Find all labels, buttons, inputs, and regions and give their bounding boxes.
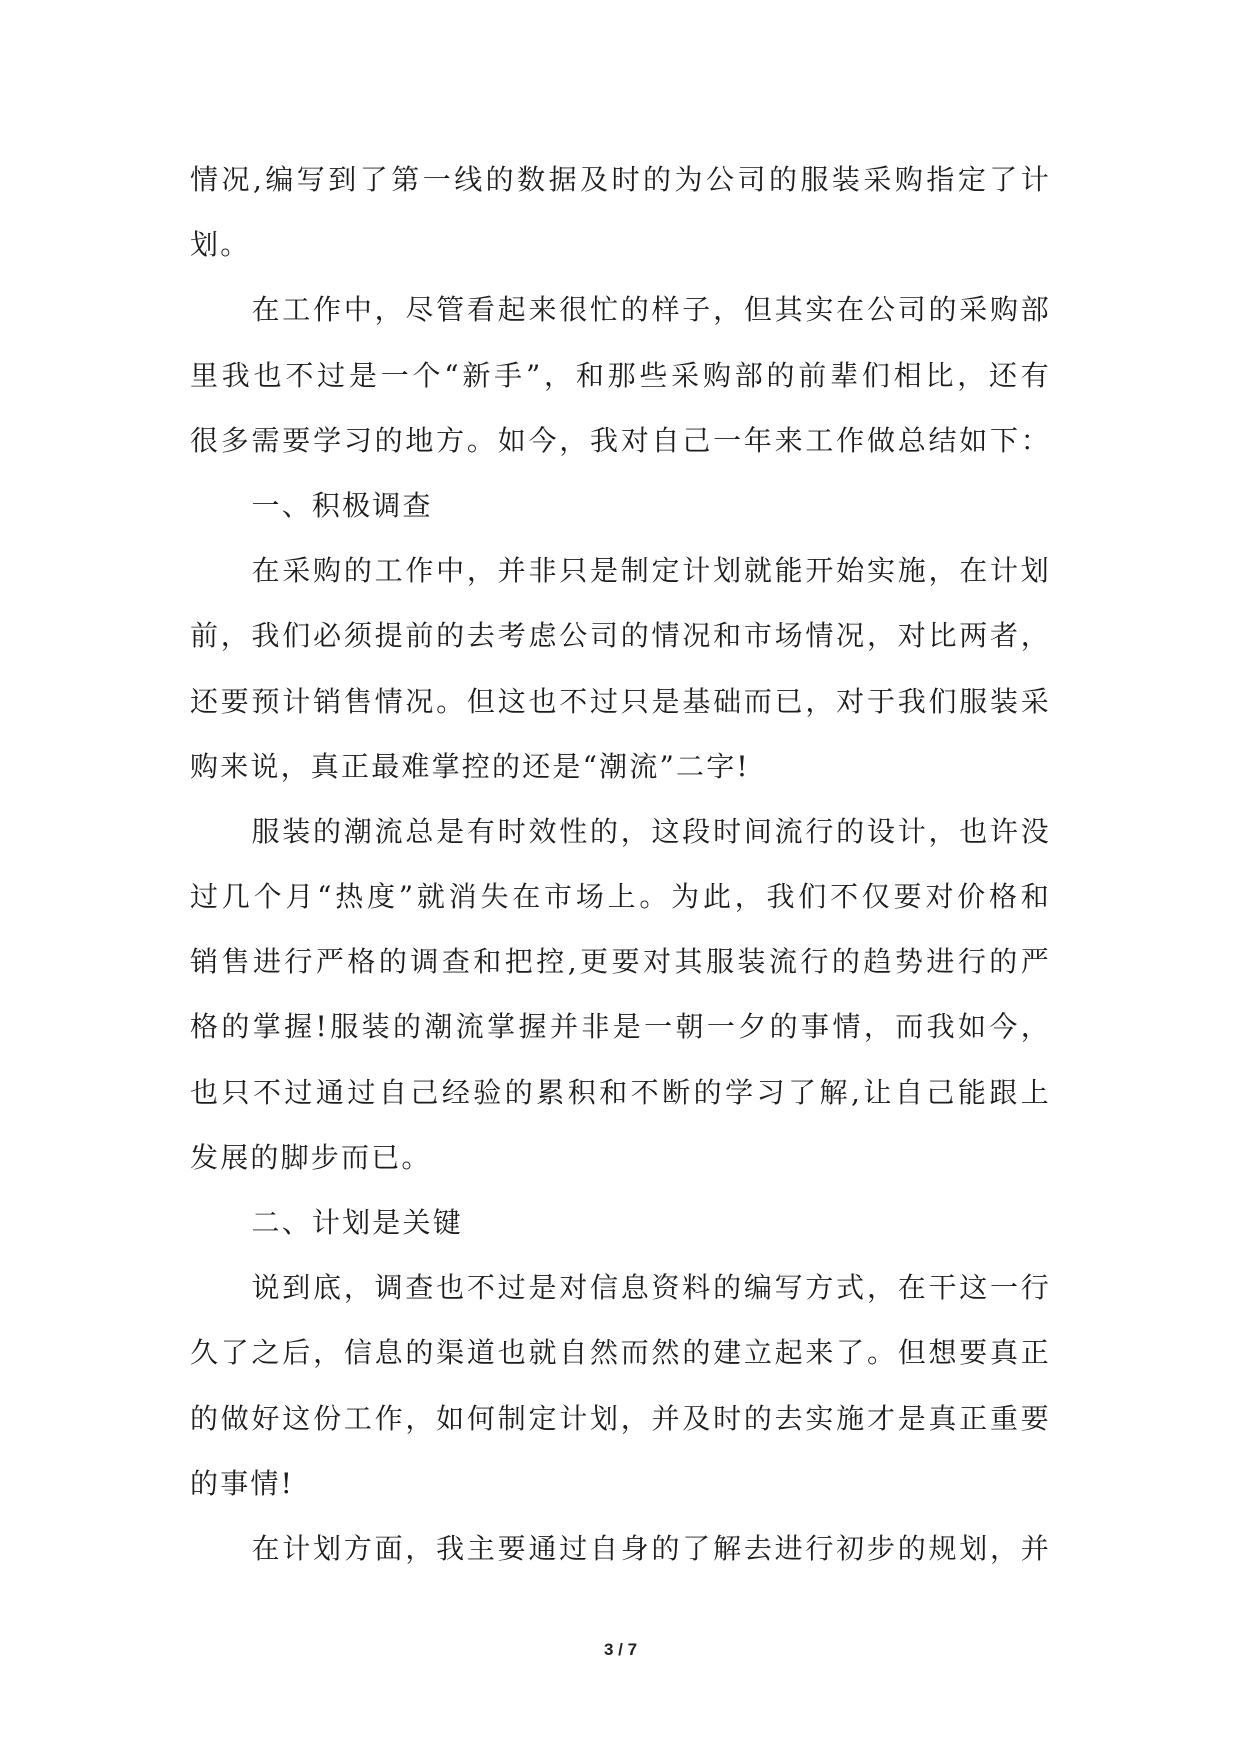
paragraph	[190, 1255, 1051, 1516]
text-line: 的事情!	[190, 1466, 295, 1500]
text-line: 还要预计销售情况。但这也不过只是基础而已，对于我们服装采	[190, 684, 1051, 718]
text-line: 在计划方面，我主要通过自身的了解去进行初步的规划，并	[251, 1531, 1051, 1565]
paragraph	[190, 538, 1051, 799]
text-line: 在工作中，尽管看起来很忙的样子，但其实在公司的采购部	[251, 293, 1051, 327]
text-line: 购来说，真正最难掌控的还是“潮流”二字!	[190, 749, 750, 783]
text-line: 也只不过通过自己经验的累积和不断的学习了解,让自己能跟上	[190, 1075, 1051, 1109]
text-line: 很多需要学习的地方。如今，我对自己一年来工作做总结如下：	[190, 423, 1051, 457]
text-line: 前，我们必须提前的去考虑公司的情况和市场情况，对比两者，	[190, 619, 1051, 653]
section-heading: 二、计划是关键	[251, 1206, 463, 1239]
text-line: 说到底，调查也不过是对信息资料的编写方式，在干这一行	[251, 1271, 1051, 1305]
paragraph	[190, 1516, 1051, 1581]
section-heading: 一、积极调查	[251, 488, 433, 522]
document-body	[190, 147, 1051, 1581]
page-number: 3 / 7	[603, 1640, 638, 1659]
text-line: 销售进行严格的调查和把控,更要对其服装流行的趋势进行的严	[190, 945, 1051, 979]
paragraph	[190, 277, 1051, 473]
paragraph	[190, 799, 1051, 1190]
text-line: 里我也不过是一个“新手”，和那些采购部的前辈们相比，还有	[190, 358, 1051, 392]
text-line: 情况,编写到了第一线的数据及时的为公司的服装采购指定了计	[190, 163, 1051, 196]
paragraph	[190, 147, 1051, 277]
text-line: 过几个月“热度”就消失在市场上。为此，我们不仅要对价格和	[190, 880, 1051, 914]
text-line: 久了之后，信息的渠道也就自然而然的建立起来了。但想要真正	[190, 1336, 1051, 1370]
text-line: 发展的脚步而已。	[190, 1140, 432, 1174]
text-line: 的做好这份工作，如何制定计划，并及时的去实施才是真正重要	[190, 1401, 1051, 1435]
text-line: 服装的潮流总是有时效性的，这段时间流行的设计，也许没	[251, 814, 1051, 848]
text-line: 在采购的工作中，并非只是制定计划就能开始实施，在计划	[251, 554, 1051, 588]
text-line: 划。	[190, 228, 251, 262]
text-line: 格的掌握!服装的潮流掌握并非是一朝一夕的事情，而我如今，	[190, 1010, 1051, 1044]
